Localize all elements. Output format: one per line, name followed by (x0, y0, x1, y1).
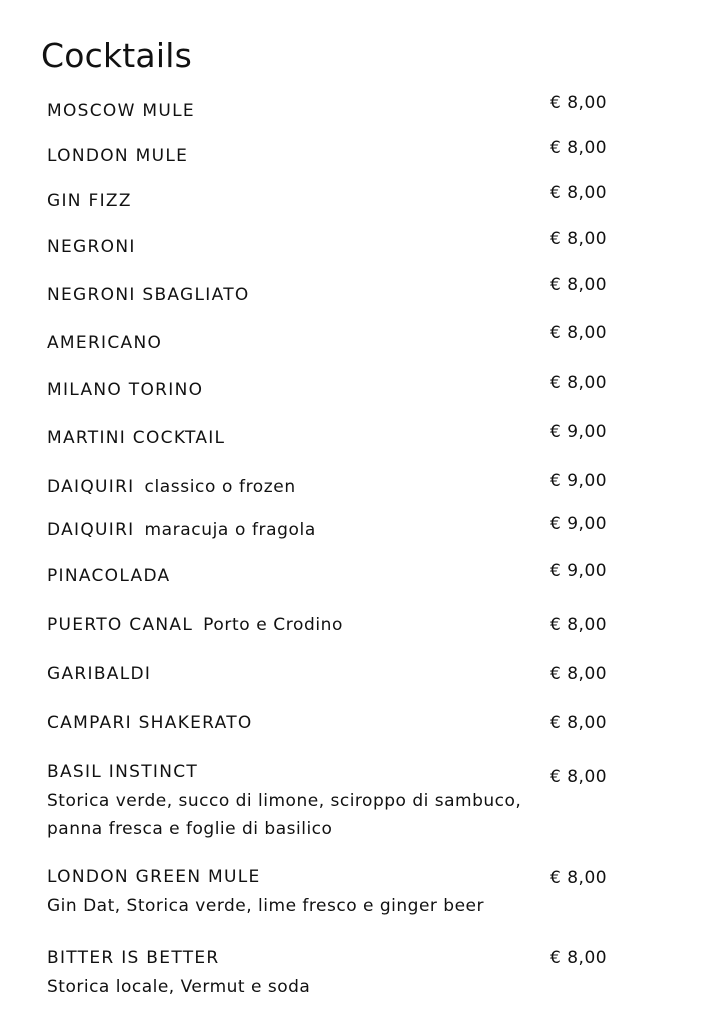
menu-item-title: BITTER IS BETTER (47, 948, 220, 968)
menu-item-title: DAIQUIRI (47, 520, 135, 540)
menu-item-title: LONDON GREEN MULE (47, 867, 261, 887)
menu-item-title: GIN FIZZ (47, 191, 132, 211)
menu-item-price: € 8,00 (550, 323, 608, 343)
menu-item-title: CAMPARI SHAKERATO (47, 713, 253, 733)
menu-item-price: € 8,00 (550, 664, 608, 684)
menu-item-description: Gin Dat, Storica verde, lime fresco e ginger beer (47, 896, 484, 916)
menu-item-title: MILANO TORINO (47, 380, 204, 400)
menu-item-price: € 8,00 (550, 615, 608, 635)
menu-item-title: NEGRONI (47, 237, 136, 257)
menu-item-price: € 8,00 (550, 183, 608, 203)
menu-item-variant: Porto e Crodino (197, 615, 344, 635)
menu-item-title: DAIQUIRI (47, 477, 135, 497)
menu-title: Cocktails (41, 36, 192, 75)
menu-item-description: Storica verde, succo di limone, sciroppo di sambuco, panna fresca e foglie di basilico (47, 791, 522, 839)
menu-item-price: € 8,00 (550, 93, 608, 113)
menu-item-title: PINACOLADA (47, 566, 171, 586)
menu-item-variant: maracuja o fragola (138, 520, 316, 540)
menu-item-price: € 9,00 (550, 471, 608, 491)
menu-item-title: MARTINI COCKTAIL (47, 428, 226, 448)
menu-item-price: € 9,00 (550, 561, 608, 581)
menu-item-title: LONDON MULE (47, 146, 189, 166)
menu-item-description: Storica locale, Vermut e soda (47, 977, 311, 997)
menu-item-price: € 8,00 (550, 373, 608, 393)
menu-item-title: NEGRONI SBAGLIATO (47, 285, 250, 305)
menu-item-price: € 8,00 (550, 948, 608, 968)
menu-item-price: € 8,00 (550, 275, 608, 295)
menu-item-price: € 8,00 (550, 229, 608, 249)
menu-item-price: € 9,00 (550, 422, 608, 442)
menu-item-title: PUERTO CANAL (47, 615, 194, 635)
menu-item-title: MOSCOW MULE (47, 101, 195, 121)
menu-item-price: € 8,00 (550, 713, 608, 733)
menu-item-price: € 9,00 (550, 514, 608, 534)
menu-item-price: € 8,00 (550, 767, 608, 787)
menu-item-title: BASIL INSTINCT (47, 762, 199, 782)
menu-item-price: € 8,00 (550, 138, 608, 158)
menu-item-title: AMERICANO (47, 333, 163, 353)
menu-item-price: € 8,00 (550, 868, 608, 888)
menu-item-variant: classico o frozen (138, 477, 296, 497)
menu-item-title: GARIBALDI (47, 664, 152, 684)
